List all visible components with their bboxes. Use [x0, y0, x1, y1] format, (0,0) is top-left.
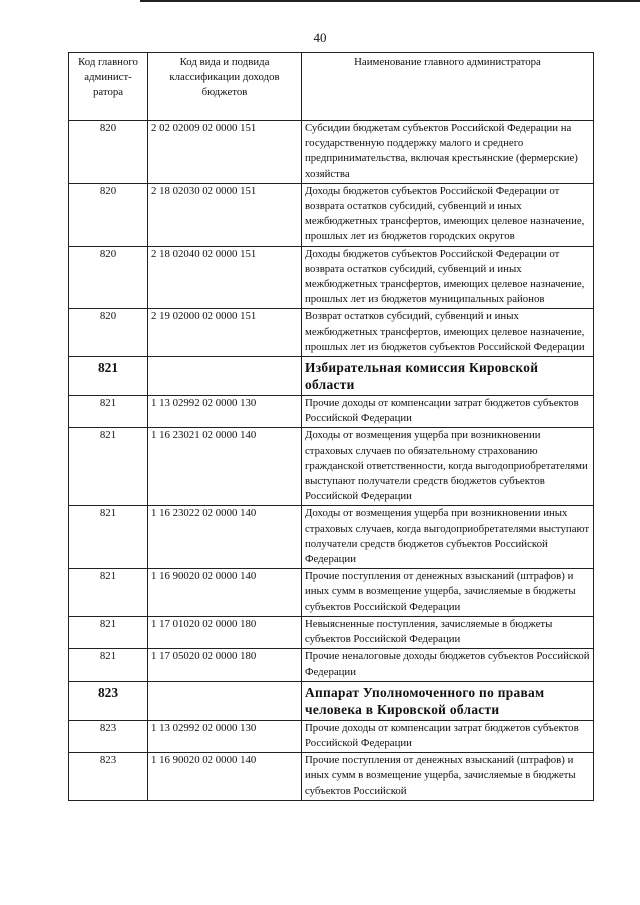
- classification-code-cell: 1 13 02992 02 0000 130: [148, 396, 302, 428]
- admin-code-cell: 820: [69, 309, 148, 357]
- revenue-administrators-table: [68, 52, 594, 801]
- table-row: [69, 506, 594, 569]
- admin-name-cell: Возврат остатков субсидий, субвенций и иных межбюджетных трансфертов, имеющих целевое назначение, прошлых лет из бюджетов субъектов Российской Федерации: [302, 309, 594, 357]
- table-row: [69, 183, 594, 246]
- classification-code-cell: 2 02 02009 02 0000 151: [148, 121, 302, 184]
- admin-code-cell: 821: [69, 616, 148, 648]
- classification-code-cell: 1 17 05020 02 0000 180: [148, 649, 302, 681]
- table-row: [69, 309, 594, 357]
- admin-code-cell: 823: [69, 720, 148, 752]
- admin-code-cell: 823: [69, 753, 148, 801]
- header-classification-code: Код вида и подвида классификации доходов бюджетов: [148, 53, 302, 121]
- admin-name-cell: Субсидии бюджетам субъектов Российской Федерации на государственную поддержку малого и среднего предпринимательства, включая крестьянские (фермерские) хозяйства: [302, 121, 594, 184]
- classification-code-cell: 1 16 23022 02 0000 140: [148, 506, 302, 569]
- admin-name-cell: Прочие поступления от денежных взысканий (штрафов) и иных сумм в возмещение ущерба, зачисляемые в бюджеты субъектов Российской: [302, 753, 594, 801]
- admin-code-cell: 821: [69, 506, 148, 569]
- section-row: [69, 357, 594, 396]
- top-rule: [140, 0, 640, 2]
- admin-name-cell: Невыясненные поступления, зачисляемые в бюджеты субъектов Российской Федерации: [302, 616, 594, 648]
- classification-code-cell: 2 18 02030 02 0000 151: [148, 183, 302, 246]
- table-header-row: [69, 53, 594, 121]
- table-row: [69, 396, 594, 428]
- admin-name-cell: Избирательная комиссия Кировской области: [302, 357, 594, 396]
- classification-code-cell: 1 17 01020 02 0000 180: [148, 616, 302, 648]
- admin-code-cell: 821: [69, 569, 148, 617]
- admin-code-cell: 821: [69, 649, 148, 681]
- table-row: [69, 720, 594, 752]
- admin-code-cell: 820: [69, 183, 148, 246]
- classification-code-cell: 1 16 90020 02 0000 140: [148, 569, 302, 617]
- classification-code-cell: 2 18 02040 02 0000 151: [148, 246, 302, 309]
- admin-name-cell: Доходы от возмещения ущерба при возникновении страховых случаев по обязательному страхованию гражданской ответственности, когда выгодоприобретателями выступают получатели средств бюджетов субъектов Российской Федерации: [302, 428, 594, 506]
- header-admin-code: Код главного админист-ратора: [69, 53, 148, 121]
- classification-code-cell: [148, 681, 302, 720]
- table-row: [69, 246, 594, 309]
- admin-name-cell: Прочие доходы от компенсации затрат бюджетов субъектов Российской Федерации: [302, 720, 594, 752]
- admin-name-cell: Прочие неналоговые доходы бюджетов субъектов Российской Федерации: [302, 649, 594, 681]
- classification-code-cell: 1 13 02992 02 0000 130: [148, 720, 302, 752]
- admin-code-cell: 820: [69, 121, 148, 184]
- table-row: [69, 428, 594, 506]
- table-row: [69, 569, 594, 617]
- table-row: [69, 649, 594, 681]
- section-row: [69, 681, 594, 720]
- admin-name-cell: Прочие доходы от компенсации затрат бюджетов субъектов Российской Федерации: [302, 396, 594, 428]
- table-body: [69, 121, 594, 801]
- table-row: [69, 616, 594, 648]
- admin-name-cell: Прочие поступления от денежных взысканий (штрафов) и иных сумм в возмещение ущерба, зачисляемые в бюджеты субъектов Российской Федерации: [302, 569, 594, 617]
- admin-code-cell: 823: [69, 681, 148, 720]
- admin-name-cell: Доходы бюджетов субъектов Российской Федерации от возврата остатков субсидий, субвенций и иных межбюджетных трансфертов, имеющих целевое назначение, прошлых лет из бюджетов городских округов: [302, 183, 594, 246]
- admin-name-cell: Аппарат Уполномоченного по правам человека в Кировской области: [302, 681, 594, 720]
- admin-code-cell: 821: [69, 357, 148, 396]
- classification-code-cell: 1 16 23021 02 0000 140: [148, 428, 302, 506]
- classification-code-cell: 1 16 90020 02 0000 140: [148, 753, 302, 801]
- classification-code-cell: [148, 357, 302, 396]
- header-admin-name: Наименование главного администратора: [302, 53, 594, 121]
- admin-code-cell: 821: [69, 428, 148, 506]
- admin-code-cell: 821: [69, 396, 148, 428]
- admin-name-cell: Доходы бюджетов субъектов Российской Федерации от возврата остатков субсидий, субвенций и иных межбюджетных трансфертов, имеющих целевое назначение, прошлых лет из бюджетов муниципальных районов: [302, 246, 594, 309]
- classification-code-cell: 2 19 02000 02 0000 151: [148, 309, 302, 357]
- admin-code-cell: 820: [69, 246, 148, 309]
- page-number: 40: [313, 30, 327, 45]
- table-row: [69, 121, 594, 184]
- admin-name-cell: Доходы от возмещения ущерба при возникновении иных страховых случаев, когда выгодоприобретателями выступают получатели средств бюджетов субъектов Российской Федерации: [302, 506, 594, 569]
- table-row: [69, 753, 594, 801]
